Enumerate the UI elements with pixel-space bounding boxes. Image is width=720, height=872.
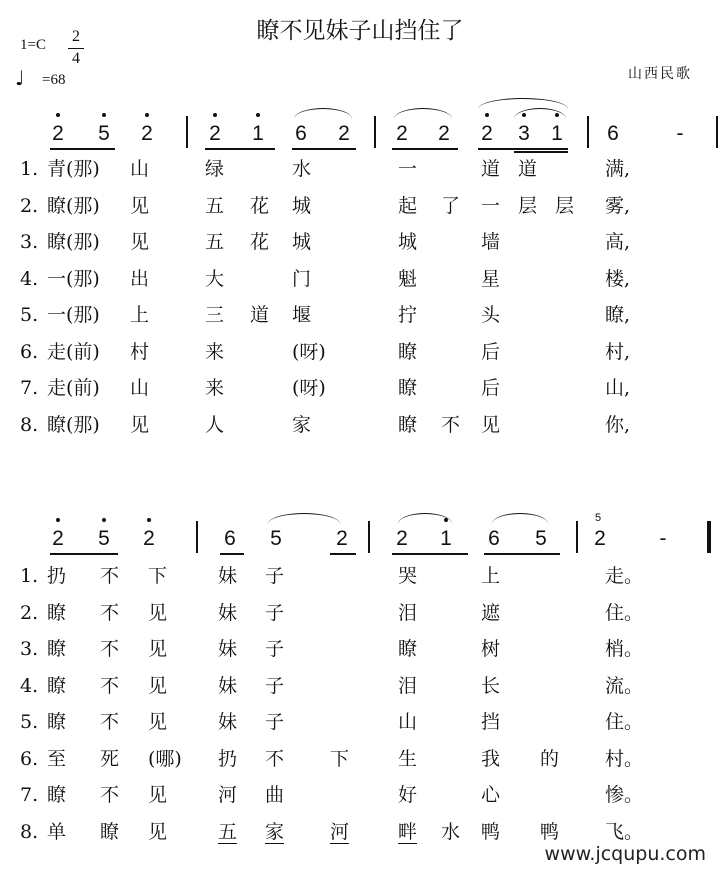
octave-dot (102, 518, 106, 522)
lyric-word: 见 (148, 601, 168, 624)
lyric-word: 曲 (265, 784, 285, 806)
lyric-line-number: 6. (20, 340, 39, 363)
lyric-word: 泪 (398, 601, 418, 624)
note: 1 (250, 122, 266, 146)
barline (576, 521, 578, 553)
barline (587, 116, 589, 148)
octave-dot (485, 113, 489, 117)
lyric-word: 高, (605, 231, 631, 253)
note: 2 (336, 527, 348, 550)
lyric-word: 家 (265, 820, 285, 843)
slur (268, 513, 340, 524)
lyric-word: 挡 (481, 711, 501, 733)
lyric-word: 走。 (605, 565, 644, 587)
lyric-word: 魁 (398, 267, 418, 290)
lyric-word: 道 (250, 304, 270, 326)
lyric-word: (呀) (292, 340, 326, 363)
time-signature-line (68, 48, 84, 49)
lyric-word: 好 (398, 784, 418, 806)
lyric-word: 瞭(那) (47, 413, 100, 436)
lyric-word: 村。 (605, 747, 644, 770)
lyric-word: 三 (205, 304, 225, 326)
lyric-word: 来 (205, 340, 225, 363)
lyric-word: (呀) (292, 377, 326, 399)
lyric-word: 畔 (398, 820, 418, 843)
lyric-word: 城 (398, 231, 418, 253)
lyric-word: 妹 (218, 601, 238, 624)
note: 2 (338, 122, 350, 145)
lyric-word: 河 (330, 820, 350, 843)
note: 1 (438, 527, 454, 551)
slur (514, 108, 566, 119)
note: 6 (224, 527, 236, 550)
lyric-word: 你, (605, 413, 631, 436)
barline (707, 521, 711, 553)
barline (196, 521, 198, 553)
lyric-word: 五 (218, 820, 238, 843)
lyric-word: 泪 (398, 674, 418, 697)
lyric-word: 心 (481, 784, 501, 806)
lyric-word: 五 (205, 194, 225, 217)
lyric-word: 人 (205, 413, 225, 436)
lyric-word: 一 (398, 158, 418, 180)
lyric-word: 的 (540, 747, 560, 770)
lyric-word: 子 (265, 638, 285, 660)
lyric-word: 家 (292, 413, 312, 436)
lyric-line-number: 3. (20, 638, 39, 660)
lyric-word: 我 (481, 747, 501, 770)
lyric-word: 住。 (605, 601, 644, 624)
lyric-word: 城 (292, 231, 312, 253)
lyric-word: 瞭, (605, 304, 631, 326)
quarter-note-icon: ♩ (15, 66, 25, 90)
lyric-word: 村, (605, 340, 631, 363)
lyric-word: 见 (148, 638, 168, 660)
lyric-word: 走(前) (47, 377, 100, 399)
lyric-word: 瞭 (47, 674, 67, 697)
note: 2 (50, 122, 66, 146)
lyric-line-number: 2. (20, 601, 39, 624)
lyric-word: 花 (250, 194, 270, 217)
time-signature-top: 2 (72, 28, 80, 45)
beam-underline (292, 148, 356, 150)
lyric-word: 见 (130, 194, 150, 217)
lyric-line-number: 1. (20, 565, 39, 587)
slur (294, 108, 352, 119)
slur (398, 513, 452, 524)
lyric-word: 花 (250, 231, 270, 253)
lyric-word: 下 (148, 565, 168, 587)
lyric-word: 一 (481, 194, 501, 217)
lyric-word: 长 (481, 674, 501, 697)
lyric-word: 了 (441, 194, 461, 217)
lyric-word: 层 (518, 194, 538, 217)
beam-underline (484, 553, 560, 555)
lyric-word: 拧 (398, 304, 418, 326)
lyric-word: 墙 (481, 231, 501, 253)
song-title: 瞭不见妹子山挡住了 (256, 18, 464, 44)
note: - (659, 527, 667, 550)
note: 1 (549, 122, 565, 146)
lyric-word: 五 (205, 231, 225, 253)
lyric-line-number: 8. (20, 820, 39, 843)
lyric-word: 瞭 (47, 784, 67, 806)
lyric-word: 树 (481, 638, 501, 660)
note: 2 (479, 122, 495, 146)
lyric-word: 瞭 (398, 340, 418, 363)
lyric-word: 道 (518, 158, 538, 180)
lyric-word: 见 (130, 413, 150, 436)
note: 6 (295, 122, 307, 145)
lyric-word: 瞭 (398, 638, 418, 660)
lyric-word: 走(前) (47, 340, 100, 363)
beam-underline (478, 148, 568, 150)
note: 6 (488, 527, 500, 550)
lyric-word: 上 (130, 304, 150, 326)
lyric-word: 瞭 (398, 377, 418, 399)
lyric-word: 遮 (481, 601, 501, 624)
lyric-word: 出 (130, 267, 150, 290)
lyric-word: 星 (481, 267, 501, 290)
lyric-word: 瞭 (100, 820, 120, 843)
lyric-word: 见 (148, 820, 168, 843)
lyric-word: 青(那) (47, 158, 100, 180)
lyric-word: 不 (100, 638, 120, 660)
note: 5 (96, 527, 112, 551)
lyric-word: 妹 (218, 565, 238, 587)
lyric-word: 门 (292, 267, 312, 290)
lyric-word: 不 (100, 674, 120, 697)
lyric-word: 山 (398, 711, 418, 733)
lyric-line-number: 5. (20, 304, 39, 326)
lyric-word: 雾, (605, 194, 631, 217)
note: 5 (96, 122, 112, 146)
lyric-word: 单 (47, 820, 67, 843)
lyric-word: 一(那) (47, 267, 100, 290)
lyric-word: 子 (265, 711, 285, 733)
lyric-word: 至 (47, 747, 67, 770)
lyric-word: 子 (265, 565, 285, 587)
lyric-line-number: 3. (20, 231, 39, 253)
lyric-word: 见 (148, 711, 168, 733)
lyric-word: 瞭 (47, 711, 67, 733)
octave-dot (102, 113, 106, 117)
beam-underline (392, 553, 468, 555)
lyric-word: 不 (100, 601, 120, 624)
lyric-word: 住。 (605, 711, 644, 733)
lyric-word: 子 (265, 674, 285, 697)
barline (368, 521, 370, 553)
beam-underline (220, 553, 244, 555)
lyric-word: 惨。 (605, 784, 644, 806)
watermark: www.jcqupu.com (544, 843, 706, 865)
lyric-word: 瞭(那) (47, 231, 100, 253)
note: 2 (50, 527, 66, 551)
barline (374, 116, 376, 148)
lyric-line-number: 2. (20, 194, 39, 217)
time-signature-bottom: 4 (72, 50, 80, 67)
lyric-word: 生 (398, 747, 418, 770)
lyric-line-number: 4. (20, 674, 39, 697)
beam-underline (50, 553, 118, 555)
lyric-word: 扔 (47, 565, 67, 587)
beam-underline (50, 148, 115, 150)
lyric-word: 山, (605, 377, 631, 399)
lyric-word: 不 (100, 711, 120, 733)
beam-underline (205, 148, 275, 150)
slur (394, 108, 452, 119)
lyric-word: 水 (292, 158, 312, 180)
barline (716, 116, 718, 148)
lyric-word: 层 (555, 194, 575, 217)
lyric-word: (哪) (148, 747, 182, 770)
note: 6 (607, 122, 619, 145)
lyric-word: 不 (441, 413, 461, 436)
lyric-word: 一(那) (47, 304, 100, 326)
lyric-word: 死 (100, 747, 120, 770)
tempo-marking: =68 (42, 72, 66, 88)
lyric-word: 见 (130, 231, 150, 253)
lyric-word: 不 (100, 784, 120, 806)
beam-underline (392, 148, 458, 150)
lyric-word: 瞭 (47, 638, 67, 660)
beam-underline (330, 553, 356, 555)
lyric-word: 子 (265, 601, 285, 624)
slur (478, 98, 568, 109)
lyric-word: 后 (481, 377, 501, 399)
lyric-word: 妹 (218, 638, 238, 660)
note: 2 (207, 122, 223, 146)
lyric-word: 满, (605, 158, 631, 180)
grace-note: 5 (594, 512, 602, 524)
note: 2 (594, 527, 606, 550)
note: 2 (438, 122, 450, 145)
lyric-line-number: 7. (20, 377, 39, 399)
lyric-word: 鸭 (481, 820, 501, 843)
lyric-line-number: 5. (20, 711, 39, 733)
lyric-word: 水 (441, 820, 461, 843)
lyric-word: 哭 (398, 565, 418, 587)
octave-dot (213, 113, 217, 117)
octave-dot (147, 518, 151, 522)
lyric-line-number: 7. (20, 784, 39, 806)
lyric-word: 楼, (605, 267, 631, 290)
lyric-word: 下 (330, 747, 350, 770)
lyric-word: 妹 (218, 711, 238, 733)
lyric-word: 妹 (218, 674, 238, 697)
lyric-word: 不 (265, 747, 285, 770)
lyric-word: 来 (205, 377, 225, 399)
note: 2 (396, 122, 408, 145)
barline (186, 116, 188, 148)
lyric-line-number: 8. (20, 413, 39, 436)
octave-dot (56, 518, 60, 522)
lyric-line-number: 1. (20, 158, 39, 180)
lyric-word: 飞。 (605, 820, 644, 843)
note: - (676, 122, 684, 145)
lyric-word: 后 (481, 340, 501, 363)
note: 2 (396, 527, 408, 550)
lyric-word: 山 (130, 158, 150, 180)
lyric-word: 堰 (292, 304, 312, 326)
octave-dot (56, 113, 60, 117)
lyric-word: 见 (148, 784, 168, 806)
lyric-word: 绿 (205, 158, 225, 180)
lyric-word: 城 (292, 194, 312, 217)
lyric-word: 见 (481, 413, 501, 436)
note: 3 (516, 122, 532, 146)
lyric-word: 扔 (218, 747, 238, 770)
lyric-word: 山 (130, 377, 150, 399)
lyric-line-number: 6. (20, 747, 39, 770)
lyric-word: 瞭 (398, 413, 418, 436)
lyric-line-number: 4. (20, 267, 39, 290)
lyric-word: 道 (481, 158, 501, 180)
lyric-word: 起 (398, 194, 418, 217)
lyric-word: 瞭(那) (47, 194, 100, 217)
song-origin: 山西民歌 (628, 66, 692, 82)
lyric-word: 不 (100, 565, 120, 587)
note: 2 (139, 122, 155, 146)
octave-dot (145, 113, 149, 117)
lyric-word: 流。 (605, 674, 644, 697)
lyric-word: 鸭 (540, 820, 560, 843)
lyric-word: 村 (130, 340, 150, 363)
lyric-word: 大 (205, 267, 225, 290)
note: 5 (270, 527, 282, 550)
octave-dot (256, 113, 260, 117)
lyric-word: 瞭 (47, 601, 67, 624)
lyric-word: 河 (218, 784, 238, 806)
note: 5 (535, 527, 547, 550)
beam-underline (514, 151, 568, 153)
key-signature: 1=C (20, 37, 46, 53)
lyric-word: 梢。 (605, 638, 644, 660)
slur (492, 513, 548, 524)
lyric-word: 上 (481, 565, 501, 587)
lyric-word: 见 (148, 674, 168, 697)
note: 2 (141, 527, 157, 551)
lyric-word: 头 (481, 304, 501, 326)
